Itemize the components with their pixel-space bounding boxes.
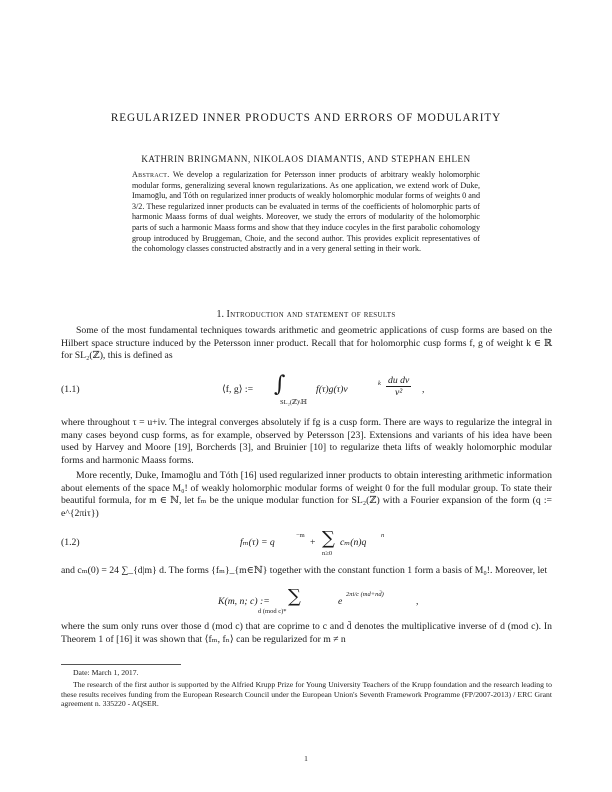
paragraph-3: More recently, Duke, Imamoḡlu and Tóth [16] used regularized inner products to obtain interesting arithmetic information about elements of the space M₀! of weakly holomorphic modular forms of weight 0 for the full modular group. To state their beautiful formula, for m ∈ ℕ, let fₘ be the unique modular function for SL₂(ℤ) with a Fourier expansion of the form (q := e^{2πiτ}) <box>61 470 552 519</box>
eq3-rhs: e <box>338 596 343 607</box>
equation-number-1-1: (1.1) <box>61 384 80 395</box>
eq1-numerator: du dv <box>388 375 410 386</box>
eq2-sum-sign: ∑ <box>322 528 335 549</box>
eq2-rhs-exponent: n <box>381 532 385 539</box>
eq3-lhs: K(m, n; c) := <box>218 596 270 607</box>
equation-1-2 <box>240 526 440 562</box>
abstract-label: Abstract. <box>132 170 170 179</box>
eq2-lhs: fₘ(τ) = q <box>240 537 275 548</box>
eq1-domain: SL₂(ℤ)\ℍ <box>280 399 307 406</box>
equation-number-1-2: (1.2) <box>61 537 80 548</box>
eq2-exponent: −m <box>296 532 305 539</box>
paper-authors: KATHRIN BRINGMANN, NIKOLAOS DIAMANTIS, AND STEPHAN EHLEN <box>141 154 471 164</box>
eq1-integrand: f(τ)g(τ)v <box>316 384 348 395</box>
paragraph-1: Some of the most fundamental techniques towards arithmetic and geometric applications of cusp forms are based on the Hilbert space structure induced by the Petersson inner product. Recall that for holomorphic cusp forms f, g of weight k ∈ ℝ for SL₂(ℤ), this is defined as <box>61 325 552 362</box>
section-heading <box>60 309 552 320</box>
footnote-grant: The research of the first author is supported by the Alfried Krupp Prize for Young University Teachers of the Krupp foundation and the research leading to these results receives funding from the European Research Council under the European Union's Seventh Framework Programme (FP/2007-2013) / ERC Grant agreement n. 335220 - AQSER. <box>61 680 552 709</box>
eq1-lhs: ⟨f, g⟩ := <box>222 384 254 395</box>
equation-kloosterman <box>218 586 438 622</box>
eq2-plus: + <box>310 537 316 548</box>
abstract-text: We develop a regularization for Petersson inner products of arbitrary weakly holomorphic modular forms, generalizing several known regularizations. As one application, we extend work of Duke, Imamoḡlu, and Tóth on regularized inner products of weakly holomorphic modular forms of weights 0 and 3/2. These regularized inner products can be evaluated in terms of the coefficients of holomorphic parts of harmonic Maass forms of dual weights. Moreover, we study the errors of modularity of the holomorphic parts of such a harmonic Maass forms and show that they induce cocyles in the first parabolic cohomology group introduced by Bruggeman, Choie, and the second author. This provides explicit representatives of the cohomology classes constructed abstractly and in a very general setting in their work. <box>132 170 480 254</box>
eq3-end: , <box>416 596 419 607</box>
section-title: Introduction and statement of results <box>226 309 396 320</box>
eq3-sum-index: d (mod c)* <box>258 608 287 615</box>
eq1-denominator: v² <box>395 387 403 398</box>
eq2-sum-index: n≥0 <box>322 550 333 557</box>
eq1-end: , <box>422 384 425 395</box>
paragraph-4: and cₘ(0) = 24 ∑_{d|m} d. The forms {fₘ}_{m∈ℕ} together with the constant function 1 form a basis of M₀!. Moreover, let <box>61 565 548 576</box>
equation-1-1 <box>222 372 552 408</box>
eq3-exponent: 2πi/c (md+nd̄) <box>346 591 384 598</box>
page-number: 1 <box>304 754 308 763</box>
eq2-rhs: cₘ(n)q <box>340 537 367 548</box>
paper-title: REGULARIZED INNER PRODUCTS AND ERRORS OF MODULARITY <box>110 112 502 124</box>
footnote-rule <box>61 664 181 665</box>
paragraph-2: where throughout τ = u+iv. The integral converges absolutely if fg is a cusp form. There are ways to regularize the integral in many cases beyond cusp forms, as for example, observed by Petersson [23]. Extensions and variants of his idea have been used by Harvey and Moore [19], Borcherds [3], and Bruinier [10] to regularize theta lifts of weakly holomorphic modular forms and harmonic Maass forms. <box>61 417 552 466</box>
integral-sign: ∫ <box>274 372 286 397</box>
eq1-fraction <box>386 375 411 398</box>
abstract <box>132 170 480 255</box>
section-number: 1. <box>216 309 224 320</box>
eq1-exponent: k <box>378 380 381 387</box>
eq3-sum-sign: ∑ <box>288 586 301 607</box>
footnote-date: Date: March 1, 2017. <box>73 668 139 677</box>
paragraph-5: where the sum only runs over those d (mod c) that are coprime to c and d̄ denotes the multiplicative inverse of d (mod c). In Theorem 1 of [16] it was shown that ⟨fₘ, fₙ⟩ can be regularized for m ≠ n <box>61 621 552 645</box>
